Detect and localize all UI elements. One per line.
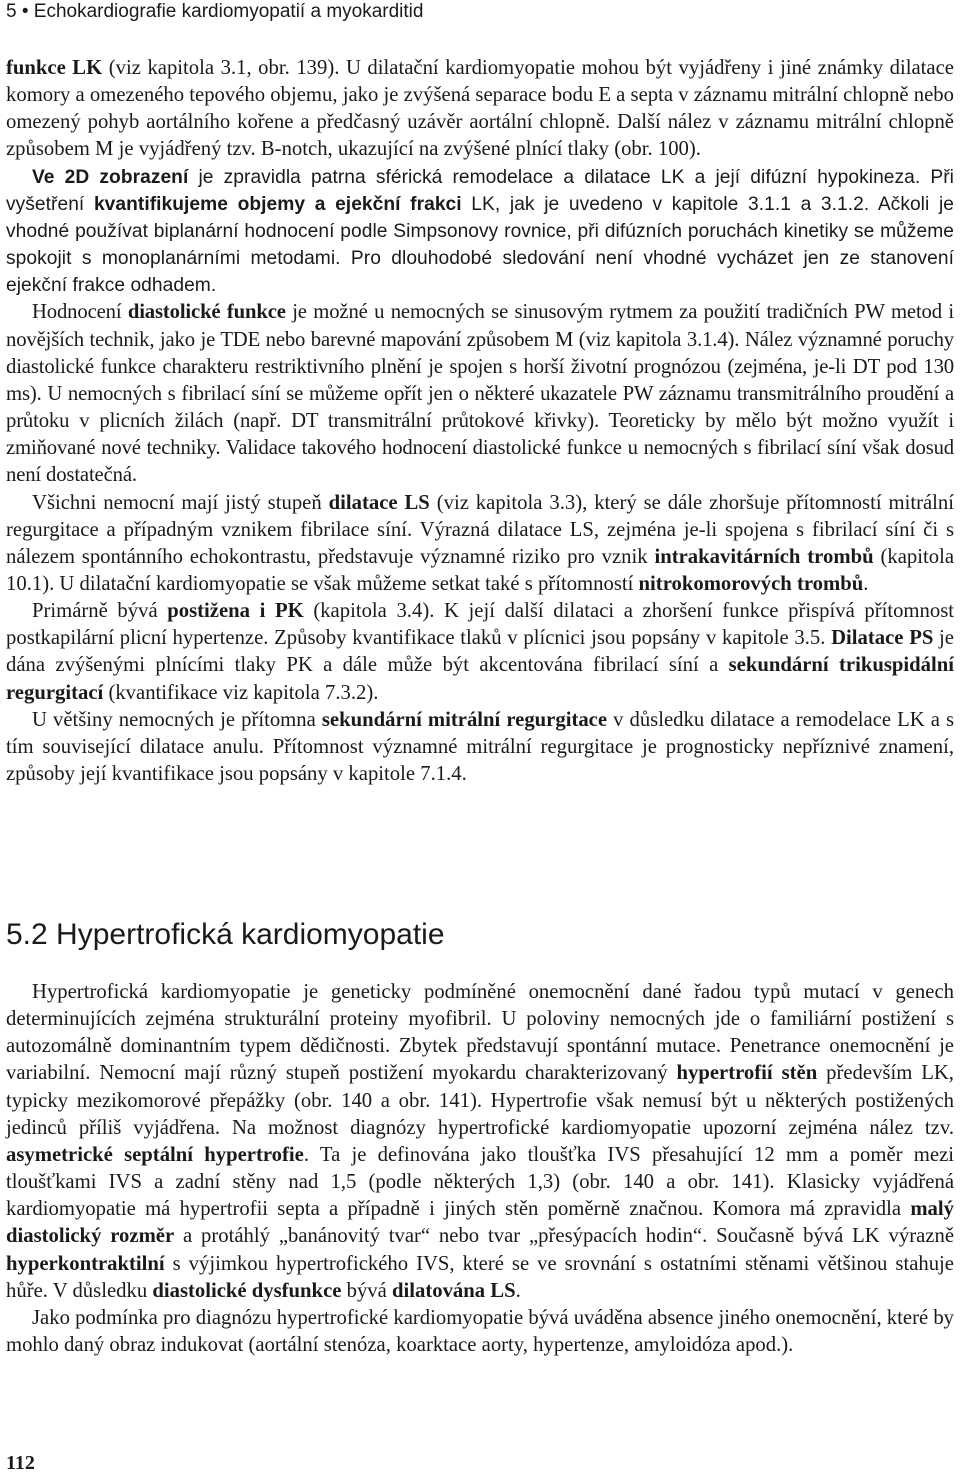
text-run: je dána zvýšenými plnícími tlaky PK a dále může být akcentována fibrilací síní a xyxy=(6,627,954,677)
bold-term: funkce LK xyxy=(6,57,103,79)
bold-term: asymetrické septální hypertrofie xyxy=(6,1143,304,1166)
bold-term: sekundární trikuspidální regurgitací xyxy=(6,654,954,704)
text-run: . xyxy=(863,572,869,595)
text-run: je možné u nemocných se sinusovým rytmem za použití tradičních PW metod i novějších technik, jako je TDE nebo barevné mapování způsobem M (viz kapitola 3.1.4). Nález významné poruchy diastolické funkce charakteru restriktivního plnění je spojen s horší životní prognózou (zejména, je-li DT pod 130 ms). U nemocných s fibrilací síní se můžeme opřít jen o některé ukazatele PW záznamu transmitrálního proudění a průtoku v plicních žilách (např. DT transmitrální průtokové křivky). Teoreticky by mělo být možno využít i zmiňované nové techniky. Validace takového hodnocení diastolické funkce u nemocných s fibrilací síní však dosud není dostatečná. xyxy=(6,301,954,487)
text-run: (kapitola 3.4). K její další dilataci a zhoršení funkce přispívá přítomnost postkapilární plicní hypertenze. Způsoby kvantifikace tlaků v plícnici jsou popsány v kapitole 3.5. xyxy=(6,600,955,650)
text-run: U většiny nemocných je přítomna xyxy=(32,708,322,731)
bold-term: malý diastolický rozměr xyxy=(6,1198,954,1248)
text-run: . xyxy=(515,1279,521,1302)
bold-term: hypertrofií stěn xyxy=(676,1062,818,1085)
text-run: v důsledku dilatace a remodelace LK a s tím související dilatace anulu. Přítomnost významné mitrální regurgitace je prognosticky nepříznivé znamení, způsoby její kvantifikace jsou popsány v kapitole 7.1.4. xyxy=(6,708,954,786)
paragraph-lv-function xyxy=(6,55,954,164)
text-run: (viz kapitola 3.1, obr. 139). U dilatační kardiomyopatie mohou být vyjádřeny i jiné známky dilatace komory a omezeného tepového objemu, jako je zvýšená separace bodu E a septa v záznamu mitrální chlopně nebo omezený pohyb aortálního kořene a předčasný uzávěr aortální chlopně. Další nález v záznamu mitrální chlopně způsobem M je vyjádřený tzv. B-notch, ukazující na zvýšené plnící tlaky (obr. 100). xyxy=(6,57,954,161)
paragraph-diastolic-function xyxy=(6,299,954,489)
text-run: především LK, typicky mezikomorové přepážky (obr. 140 a obr. 141). Hypertrofie však nemusí být u některých postižených jedinců příliš vyjádřena. Na možnost diagnózy hypertrofické kardiomyopatie upozorní zejména nález tzv. xyxy=(6,1062,954,1139)
bold-term: diastolické funkce xyxy=(127,301,286,324)
text-run: (kapitola 10.1). U dilatační kardiomyopatie se však můžeme setkat také s přítomností xyxy=(6,545,954,595)
bold-term: nitrokomorových trombů xyxy=(638,572,864,595)
bold-term: diastolické dysfunkce xyxy=(152,1279,342,1302)
bold-term: kvantifikujeme objemy a ejekční frakci xyxy=(93,193,462,215)
text-run: Hodnocení xyxy=(32,301,128,324)
running-header: 5 • Echokardiografie kardiomyopatií a myokarditid xyxy=(6,1,424,22)
paragraph-hcm-diagnosis xyxy=(6,1305,954,1359)
text-run: a protáhlý „banánovitý tvar“ nebo tvar „přesýpacích hodin“. Současně bývá LK výrazně xyxy=(174,1225,954,1248)
text-run: Primárně bývá xyxy=(32,600,168,623)
bold-term: intrakavitárních trombů xyxy=(654,545,874,568)
text-run: (kvantifikace viz kapitola 7.3.2). xyxy=(103,681,379,704)
hypertrophic-cardiomyopathy-text xyxy=(6,979,954,1359)
paragraph-la-dilatation xyxy=(6,490,954,599)
paragraph-hcm-definition xyxy=(6,979,954,1305)
bold-term: postižena i PK xyxy=(167,600,304,623)
text-run: . Ta je definována jako tloušťka IVS přesahující 12 mm a poměr mezi tloušťkami IVS a zadní stěny nad 1,5 (podle některých 1,3) (obr. 140 a obr. 141). Klasicky vyjádřená kardiomyopatie má hypertrofii septa a případně i jiných stěn poměrně značnou. Komora má zpravidla xyxy=(6,1143,954,1221)
bold-term: dilatace LS xyxy=(328,491,430,514)
text-run: je zpravidla patrna sférická remodelace a dilatace LK a její difúzní hypokineza. Při vyšetření xyxy=(6,166,954,215)
text-run: s výjimkou hypertrofického IVS, které se ve srovnání s ostatními stěnami většinou stahuje hůře. V důsledku xyxy=(6,1252,954,1302)
text-run: Všichni nemocní mají jistý stupeň xyxy=(32,491,329,514)
text-run: LK, jak je uvedeno v kapitole 3.1.1 a 3.1.2. Ačkoli je vhodné používat biplanární hodnocení podle Simpsonovy rovnice, při difúzních poruchách kinetiky se můžeme spokojit s monoplanárními metodami. Pro dlouhodobé sledování není vhodné vycházet jen ze stanovení ejekční frakce odhadem. xyxy=(6,193,954,297)
text-run: Hypertrofická kardiomyopatie je geneticky podmíněné onemocnění dané řadou typů mutací v genech determinujících zejména strukturální proteiny myofibril. U poloviny nemocných jde o familiární postižení s autozomálně dominantním typem dědičnosti. Zbytek představují spontánní mutace. Penetrance onemocnění je variabilní. Nemocní mají různý stupeň postižení myokardu charakterizovaný xyxy=(6,981,954,1085)
bold-term: sekundární mitrální regurgitace xyxy=(321,708,608,731)
bold-term: Ve 2D zobrazení xyxy=(32,166,189,188)
paragraph-2d-imaging xyxy=(6,164,954,300)
bold-term: Dilatace PS xyxy=(831,627,934,650)
text-run: bývá xyxy=(341,1279,392,1302)
section-heading: 5.2 Hypertrofická kardiomyopatie xyxy=(6,918,445,951)
bold-term: dilatována LS xyxy=(392,1279,516,1302)
text-run: Jako podmínka pro diagnózu hypertrofické kardiomyopatie bývá uváděna absence jiného onemocnění, které by mohlo daný obraz indukovat (aortální stenóza, koarktace aorty, hypertenze, amyloidóza apod.). xyxy=(6,1306,955,1357)
paragraph-rv-involvement xyxy=(6,598,954,707)
text-run: (viz kapitola 3.3), který se dále zhoršuje přítomností mitrální regurgitace a případným vznikem fibrilace síní. Výrazná dilatace LS, zejména je-li spojena s fibrilací síní či s nálezem spontánního echokontrastu, představuje významné riziko pro vznik xyxy=(6,491,954,568)
dilated-cardiomyopathy-text xyxy=(6,55,954,788)
paragraph-mitral-regurgitation xyxy=(6,707,954,788)
page-number: 112 xyxy=(6,1452,35,1474)
bold-term: hyperkontraktilní xyxy=(6,1252,165,1275)
